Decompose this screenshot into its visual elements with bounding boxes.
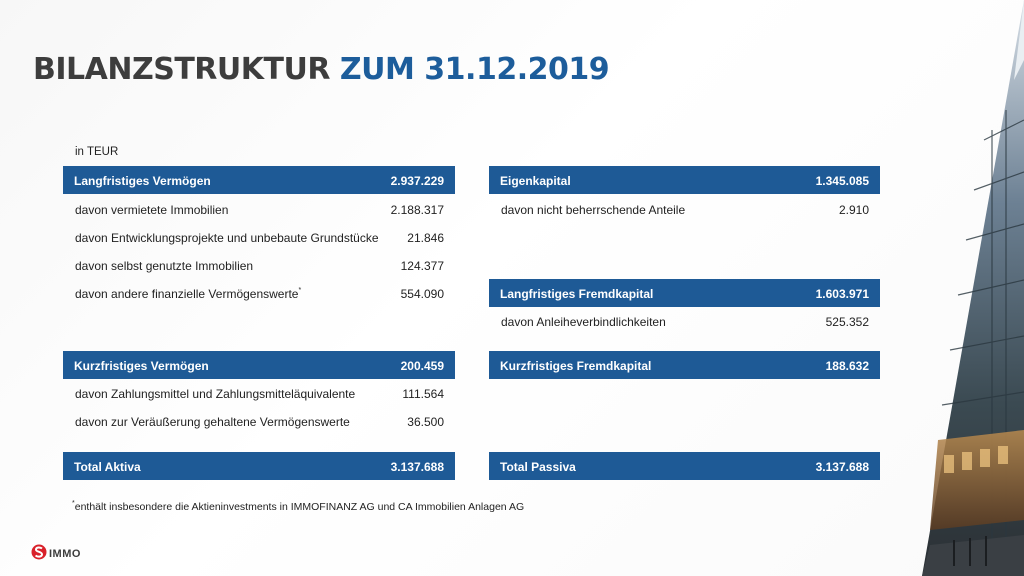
- logo-s-icon: [31, 543, 47, 561]
- row-vermietete-immobilien: davon vermietete Immobilien 2.188.317: [75, 203, 444, 217]
- row-zahlungsmittel: davon Zahlungsmittel und Zahlungsmitteläquivalente 111.564: [75, 387, 444, 401]
- page-title: [33, 52, 609, 87]
- logo-text: IMMO: [49, 548, 81, 560]
- row-selbst-genutzte-immobilien: davon selbst genutzte Immobilien 124.377: [75, 259, 444, 273]
- simmo-logo: [31, 543, 81, 563]
- header-total-aktiva: Total Aktiva 3.137.688: [63, 452, 455, 480]
- header-total-passiva: Total Passiva 3.137.688: [489, 452, 880, 480]
- header-kurzfristiges-vermoegen: Kurzfristiges Vermögen 200.459: [63, 351, 455, 379]
- header-eigenkapital: Eigenkapital 1.345.085: [489, 166, 880, 194]
- header-kurzfristiges-fremdkapital: Kurzfristiges Fremdkapital 188.632: [489, 351, 880, 379]
- title-date: ZUM 31.12.2019: [339, 52, 610, 87]
- row-andere-finanzielle-vermoegenswerte: davon andere finanzielle Vermögenswerte* 554.090: [75, 287, 444, 301]
- title-main: BILANZSTRUKTUR: [33, 52, 330, 87]
- header-langfristiges-fremdkapital: Langfristiges Fremdkapital 1.603.971: [489, 279, 880, 307]
- footnote: *enthält insbesondere die Aktieninvestments in IMMOFINANZ AG und CA Immobilien Anlagen AG: [72, 500, 525, 513]
- row-veraeusserung: davon zur Veräußerung gehaltene Vermögenswerte 36.500: [75, 415, 444, 429]
- row-entwicklungsprojekte: davon Entwicklungsprojekte und unbebaute Grundstücke 21.846: [75, 231, 444, 245]
- row-anleiheverbindlichkeiten: davon Anleiheverbindlichkeiten 525.352: [501, 315, 869, 329]
- header-langfristiges-vermoegen: Langfristiges Vermögen 2.937.229: [63, 166, 455, 194]
- footnote-marker: *: [298, 287, 302, 294]
- unit-label: in TEUR: [75, 146, 119, 158]
- building-photo: [914, 0, 1024, 576]
- row-nicht-beherrschende-anteile: davon nicht beherrschende Anteile 2.910: [501, 203, 869, 217]
